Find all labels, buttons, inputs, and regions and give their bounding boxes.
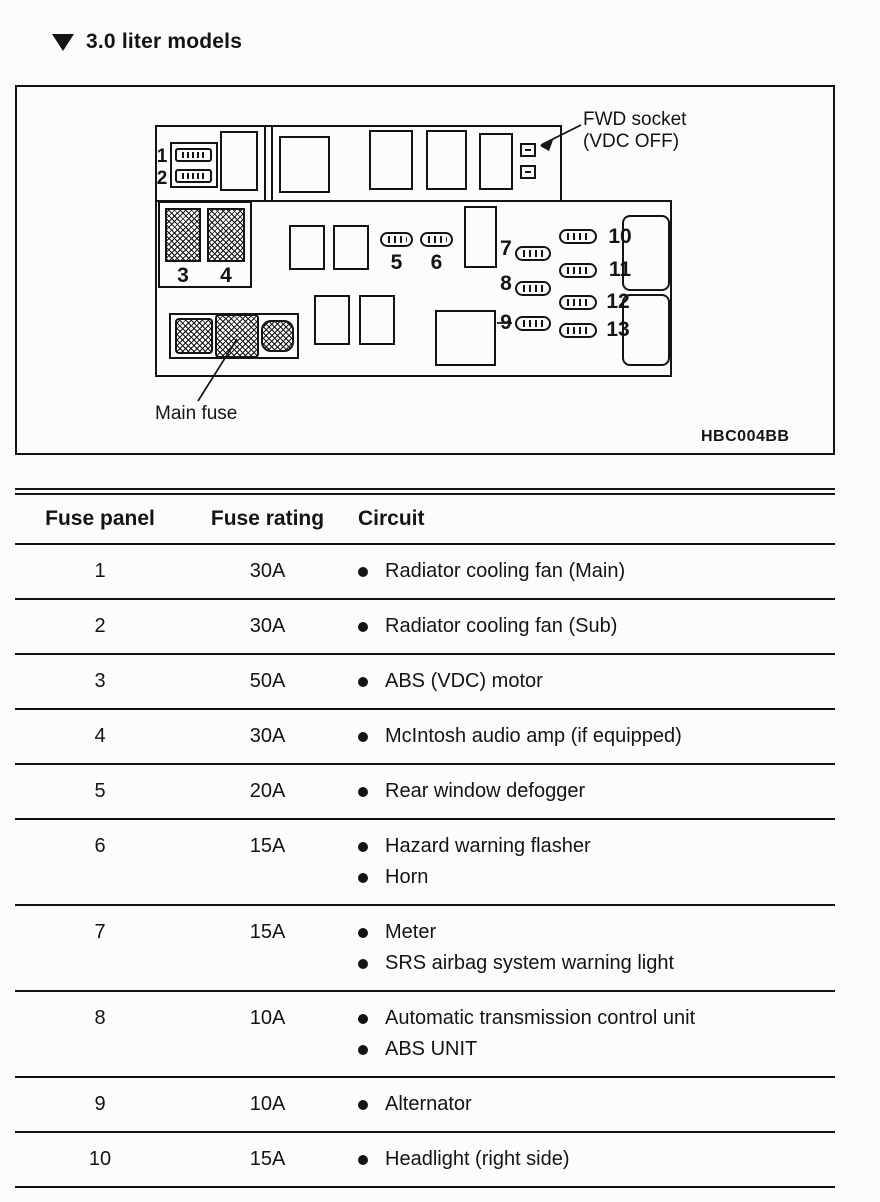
- circuit-label: Radiator cooling fan (Sub): [385, 615, 618, 637]
- fuse-rating: 10A: [249, 1093, 286, 1115]
- circuit-item: [350, 1144, 835, 1175]
- circuit-label: ABS (VDC) motor: [385, 670, 543, 692]
- figure-code: HBC004BB: [701, 428, 790, 445]
- bullet-icon: [358, 1155, 368, 1165]
- circuit-list: [350, 611, 835, 642]
- fuse-number-label: 2: [156, 168, 168, 189]
- table-row: [15, 765, 835, 820]
- fuse-panel-number: 10: [88, 1148, 112, 1170]
- bullet-icon: [358, 842, 368, 852]
- circuit-item: [350, 1089, 835, 1120]
- circuit-item: [350, 917, 835, 948]
- fuse-panel-number: 7: [94, 921, 106, 943]
- table-row: [15, 1078, 835, 1133]
- fuse-number-label: 6: [430, 251, 443, 274]
- fuse-number-label: 10: [608, 225, 632, 248]
- circuit-list: [350, 1144, 835, 1175]
- fuse-number-label: 8: [500, 272, 512, 295]
- circuit-list: [350, 1089, 835, 1120]
- fuse-number-label: 7: [500, 237, 512, 260]
- fwd-socket-label-line2: (VDC OFF): [583, 131, 680, 152]
- table-row: [15, 710, 835, 765]
- bullet-icon: [358, 959, 368, 969]
- circuit-label: Horn: [385, 866, 429, 888]
- fuse-rating: 15A: [249, 1148, 286, 1170]
- triangle-down-icon: [52, 34, 74, 51]
- bullet-icon: [358, 622, 368, 632]
- fuse-panel-number: 3: [94, 670, 106, 692]
- table-row: [15, 820, 835, 906]
- circuit-list: [350, 776, 835, 807]
- bullet-icon: [358, 732, 368, 742]
- fuse-number-label: 11: [608, 258, 632, 281]
- fuse-number-label: 12: [606, 290, 630, 313]
- circuit-label: McIntosh audio amp (if equipped): [385, 725, 682, 747]
- circuit-label: Alternator: [385, 1093, 472, 1115]
- circuit-label: ABS UNIT: [385, 1038, 478, 1060]
- circuit-list: [350, 831, 835, 893]
- fuse-rating: 30A: [249, 615, 286, 637]
- fuse-rating: 30A: [249, 560, 286, 582]
- circuit-item: [350, 666, 835, 697]
- fuse-number-label: 1: [156, 146, 168, 167]
- circuit-item: [350, 1034, 835, 1065]
- fuse-number-label: 13: [606, 318, 630, 341]
- bullet-icon: [358, 1100, 368, 1110]
- main-fuse-label: Main fuse: [155, 403, 238, 424]
- fwd-socket-label-line1: FWD socket: [583, 109, 687, 130]
- circuit-label: SRS airbag system warning light: [385, 952, 675, 974]
- table-row: [15, 655, 835, 710]
- fuse-number-label: 3: [177, 264, 189, 287]
- bullet-icon: [358, 928, 368, 938]
- bullet-icon: [358, 873, 368, 883]
- bullet-icon: [358, 787, 368, 797]
- table-row: [15, 600, 835, 655]
- circuit-item: [350, 611, 835, 642]
- header-fuse-rating: Fuse rating: [210, 507, 325, 530]
- circuit-list: [350, 721, 835, 752]
- table-header-row: [15, 495, 835, 545]
- fuse-panel-number: 8: [94, 1007, 106, 1029]
- fuse-rating: 10A: [249, 1007, 286, 1029]
- fuse-number-label: 4: [220, 264, 232, 287]
- fuse-rating: 50A: [249, 670, 286, 692]
- table-row: [15, 1133, 835, 1188]
- fuse-panel-number: 5: [94, 780, 106, 802]
- circuit-label: Meter: [385, 921, 437, 943]
- fuse-table: [15, 488, 835, 1188]
- fuse-panel-number: 1: [94, 560, 106, 582]
- fuse-rating: 30A: [249, 725, 286, 747]
- fuse-number-label: 9: [500, 311, 512, 334]
- circuit-item: [350, 556, 835, 587]
- fuse-panel-number: 6: [94, 835, 106, 857]
- section-heading: [52, 30, 242, 54]
- table-row: [15, 992, 835, 1078]
- bullet-icon: [358, 1014, 368, 1024]
- fuse-panel-number: 9: [94, 1093, 106, 1115]
- circuit-list: [350, 917, 835, 979]
- circuit-label: Hazard warning flasher: [385, 835, 591, 857]
- header-circuit: Circuit: [358, 507, 425, 530]
- circuit-item: [350, 831, 835, 862]
- circuit-label: Automatic transmission control unit: [385, 1007, 696, 1029]
- circuit-list: [350, 1003, 835, 1065]
- fuse-number-label: 5: [390, 251, 403, 274]
- fuse-rating: 15A: [249, 835, 286, 857]
- circuit-item: [350, 948, 835, 979]
- circuit-item: [350, 721, 835, 752]
- table-row: [15, 545, 835, 600]
- bullet-icon: [358, 1045, 368, 1055]
- circuit-item: [350, 776, 835, 807]
- circuit-label: Rear window defogger: [385, 780, 586, 802]
- circuit-item: [350, 862, 835, 893]
- fuse-rating: 20A: [249, 780, 286, 802]
- fuse-panel-number: 4: [94, 725, 106, 747]
- header-fuse-panel: Fuse panel: [45, 507, 155, 530]
- fuse-panel-number: 2: [94, 615, 106, 637]
- circuit-label: Radiator cooling fan (Main): [385, 560, 626, 582]
- circuit-list: [350, 556, 835, 587]
- circuit-label: Headlight (right side): [385, 1148, 570, 1170]
- section-title: 3.0 liter models: [86, 30, 243, 53]
- circuit-item: [350, 1003, 835, 1034]
- bullet-icon: [358, 677, 368, 687]
- fuse-box-diagram: [15, 85, 835, 455]
- circuit-list: [350, 666, 835, 697]
- table-row: [15, 906, 835, 992]
- bullet-icon: [358, 567, 368, 577]
- fuse-rating: 15A: [249, 921, 286, 943]
